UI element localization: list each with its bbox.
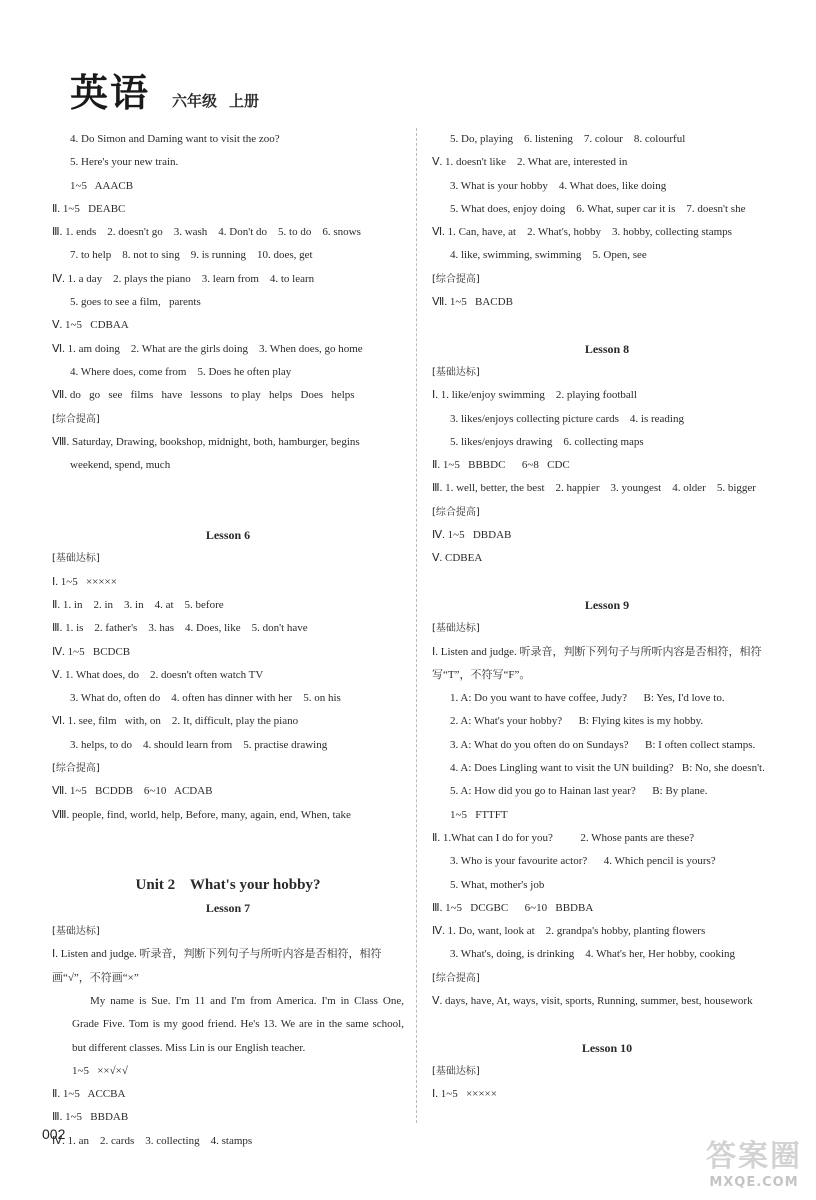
- listening-passage: My name is Sue. I'm 11 and I'm from America. I'm in Class One, Grade Five. Tom is my good friend. He's 13. We are in the same school, but different classes. Miss Lin is our English teacher.: [72, 994, 404, 1054]
- answer-line: 4. Do Simon and Daming want to visit the zoo?: [70, 133, 280, 145]
- section-category: [综合提高]: [52, 413, 100, 425]
- term-label: 上册: [229, 92, 260, 110]
- answer-line: 3. A: What do you often do on Sundays? B: I often collect stamps.: [450, 738, 756, 751]
- answer-line: 3. Who is your favourite actor? 4. Which pencil is yours?: [450, 855, 716, 868]
- answer-line: Ⅰ. 1~5 ×××××: [52, 575, 117, 588]
- answer-line: 4. A: Does Lingling want to visit the UN building? B: No, she doesn't.: [450, 762, 765, 775]
- answer-line: Ⅴ. 1. doesn't like 2. What are, interested in: [432, 156, 628, 169]
- section-category: [基础达标]: [52, 553, 100, 565]
- section-category: [基础达标]: [432, 1065, 480, 1077]
- answer-line: Ⅳ. 1. Do, want, look at 2. grandpa's hobby, planting flowers: [432, 925, 706, 938]
- section-category: [综合提高]: [432, 972, 480, 984]
- answer-line: 2. A: What's your hobby? B: Flying kites is my hobby.: [450, 715, 704, 728]
- unit-title: Unit 2 What's your hobby?: [135, 876, 321, 893]
- answer-line: 5. A: How did you go to Hainan last year? B: By plane.: [450, 785, 708, 798]
- spacer: [432, 1013, 782, 1036]
- answer-line: Ⅱ. 1~5 BBBDC 6~8 CDC: [432, 459, 570, 472]
- answer-line: Ⅴ. CDBEA: [432, 552, 483, 565]
- left-column: [52, 128, 404, 1153]
- answer-line: 5. goes to see a film, parents: [70, 296, 201, 309]
- answer-line: 1~5 ××√×√: [72, 1064, 128, 1077]
- watermark-url: MXQE.COM: [709, 1175, 799, 1190]
- answer-line: Ⅲ. 1~5 BBDAB: [52, 1111, 129, 1124]
- answer-line: Ⅲ. 1. is 2. father's 3. has 4. Does, like 5. don't have: [52, 622, 308, 635]
- lesson-title: Lesson 8: [584, 341, 630, 356]
- answer-line: Ⅱ. 1. in 2. in 3. in 4. at 5. before: [52, 598, 224, 611]
- answer-line: Ⅶ. 1~5 BCDDB 6~10 ACDAB: [52, 785, 213, 798]
- answer-line: 5. What does, enjoy doing 6. What, super car it is 7. doesn't she: [450, 202, 746, 215]
- spacer: [52, 827, 404, 850]
- question-instruction: Ⅰ. Listen and judge. 听录音，判断下列句子与所听内容是否相符，相符画“√”，不符画“×”: [52, 948, 382, 984]
- answer-line: Ⅴ. 1~5 CDBAA: [52, 319, 129, 332]
- lesson-title: Lesson 10: [581, 1040, 633, 1055]
- page-number: 002: [42, 1126, 66, 1142]
- answer-line: Ⅶ. do go see films have lessons to play helps Does helps: [52, 389, 355, 402]
- spacer: [52, 850, 404, 873]
- lesson-title: Lesson 9: [584, 597, 630, 612]
- answer-line: 3. likes/enjoys collecting picture cards 4. is reading: [450, 412, 684, 425]
- answer-line: Ⅴ. 1. What does, do 2. doesn't often watch TV: [52, 668, 264, 681]
- spacer: [432, 571, 782, 594]
- answer-line: Ⅴ. days, have, At, ways, visit, sports, Running, summer, best, housework: [432, 994, 753, 1007]
- answer-line: Ⅲ. 1~5 DCGBC 6~10 BBDBA: [432, 901, 594, 914]
- answer-line: 4. Where does, come from 5. Does he often play: [70, 365, 292, 378]
- watermark-logo: 答案圈: [706, 1139, 802, 1174]
- answer-line: Ⅰ. 1~5 ×××××: [432, 1088, 497, 1101]
- section-category: [基础达标]: [432, 366, 480, 378]
- answer-line: Ⅱ. 1.What can I do for you? 2. Whose pants are these?: [432, 831, 695, 844]
- spacer: [52, 501, 404, 524]
- section-category: [基础达标]: [52, 926, 100, 938]
- grade-label: 六年级: [172, 92, 218, 110]
- lesson-title: Lesson 6: [205, 528, 251, 543]
- answer-line: 3. What is your hobby 4. What does, like doing: [450, 179, 667, 192]
- answer-line: Ⅳ. 1. a day 2. plays the piano 3. learn from 4. to learn: [52, 272, 315, 285]
- answer-line: 3. What's, doing, is drinking 4. What's her, Her hobby, cooking: [450, 948, 736, 961]
- answer-line: Ⅰ. 1. like/enjoy swimming 2. playing football: [432, 389, 637, 402]
- section-category: [综合提高]: [432, 273, 480, 285]
- answer-line: Ⅱ. 1~5 ACCBA: [52, 1088, 126, 1101]
- answer-line: 7. to help 8. not to sing 9. is running 10. does, get: [70, 249, 313, 262]
- answer-line: 1. A: Do you want to have coffee, Judy? B: Yes, I'd love to.: [450, 692, 725, 705]
- answer-line: Ⅵ. 1. am doing 2. What are the girls doing 3. When does, go home: [52, 342, 363, 355]
- section-category: [综合提高]: [52, 763, 100, 775]
- answer-line: 4. like, swimming, swimming 5. Open, see: [450, 249, 647, 262]
- right-column: [432, 128, 782, 1106]
- answer-line: Ⅵ. 1. see, film with, on 2. It, difficult, play the piano: [52, 715, 299, 728]
- answer-line: Ⅷ. people, find, world, help, Before, many, again, end, When, take: [52, 808, 351, 821]
- spacer: [52, 477, 404, 500]
- answer-line: Ⅶ. 1~5 BACDB: [432, 296, 513, 309]
- page-header: [70, 62, 259, 117]
- section-category: [综合提高]: [432, 506, 480, 518]
- answer-line: 3. What do, often do 4. often has dinner with her 5. on his: [70, 692, 341, 705]
- answer-line: 1~5 FTTFT: [450, 808, 508, 821]
- subject-title: 英语: [70, 71, 151, 115]
- answer-line: 5. Here's your new train.: [70, 156, 179, 169]
- answer-line: 1~5 AAACB: [70, 179, 134, 192]
- answer-line: Ⅳ. 1. an 2. cards 3. collecting 4. stamps: [52, 1134, 253, 1147]
- answer-line: Ⅳ. 1~5 DBDAB: [432, 529, 512, 542]
- answer-line: Ⅲ. 1. ends 2. doesn't go 3. wash 4. Don't do 5. to do 6. snows: [52, 226, 361, 239]
- watermark: [706, 1131, 802, 1190]
- answer-line: 3. helps, to do 4. should learn from 5. practise drawing: [70, 738, 328, 751]
- answer-line: 5. What, mother's job: [450, 878, 545, 891]
- answer-line: Ⅵ. 1. Can, have, at 2. What's, hobby 3. hobby, collecting stamps: [432, 226, 732, 239]
- answer-line: Ⅳ. 1~5 BCDCB: [52, 645, 131, 658]
- answer-line: Ⅷ. Saturday, Drawing, bookshop, midnight, both, hamburger, begins: [52, 435, 360, 448]
- answer-line: Ⅱ. 1~5 DEABC: [52, 202, 126, 215]
- section-category: [基础达标]: [432, 623, 480, 635]
- answer-line: 5. likes/enjoys drawing 6. collecting maps: [450, 435, 644, 448]
- column-divider: [416, 128, 417, 1123]
- question-instruction: Ⅰ. Listen and judge. 听录音，判断下列句子与所听内容是否相符，相符写“T”，不符写“F”。: [432, 645, 762, 681]
- answer-line: 5. Do, playing 6. listening 7. colour 8. colourful: [450, 133, 686, 145]
- spacer: [432, 314, 782, 337]
- answer-line: Ⅲ. 1. well, better, the best 2. happier 3. youngest 4. older 5. bigger: [432, 482, 756, 495]
- lesson-title: Lesson 7: [205, 900, 251, 915]
- answer-line: weekend, spend, much: [70, 459, 171, 472]
